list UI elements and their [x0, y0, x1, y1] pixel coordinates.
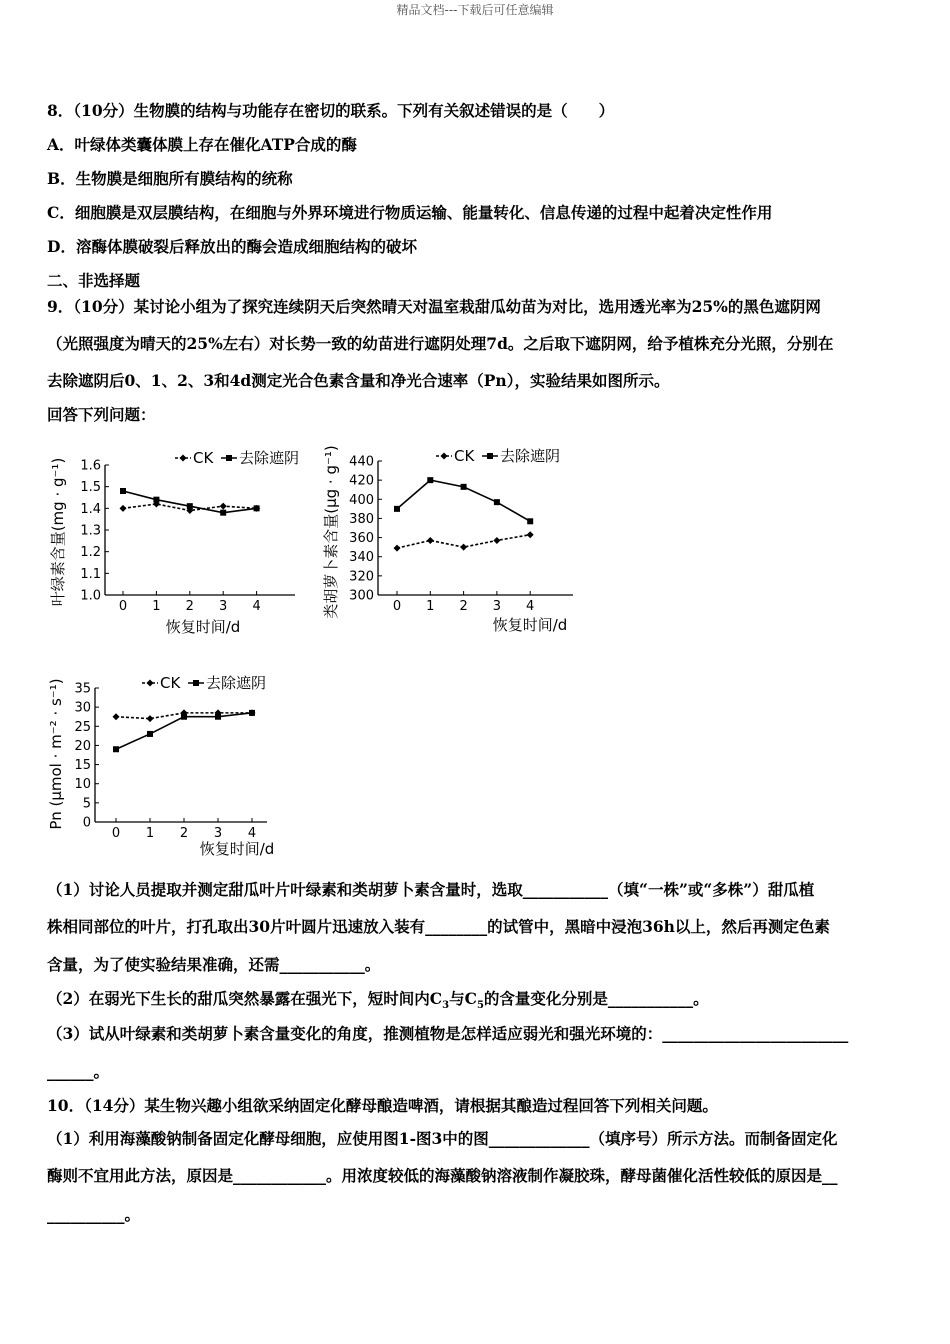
carotenoid-y-tick-label: 360 — [349, 531, 374, 547]
q9-part1-line2: 株相同部位的叶片，打孔取出30片叶圆片迅速放入装有________的试管中，黑暗中浸泡36h以上，然后再测定色素 — [47, 917, 830, 936]
carotenoid-legend-ck-label: CK — [454, 447, 475, 465]
pn-y-tick-label: 15 — [74, 758, 91, 774]
pn-shade-removed-point — [113, 746, 119, 752]
page-header: 精品文档---下载后可任意编辑 — [396, 3, 554, 17]
chlorophyll-x-tick-label: 4 — [252, 599, 261, 614]
q9-stem-line1: 9．（10分）某讨论小组为了探究连续阴天后突然晴天对温室栽甜瓜幼苗为对比，选用透光率为25%的黑色遮阴网 — [47, 297, 821, 316]
carotenoid-ck-point — [427, 537, 434, 544]
pn-y-tick-label: 35 — [74, 681, 91, 697]
pn-legend-shade-marker — [193, 680, 199, 686]
pn-legend-ck-label: CK — [160, 674, 181, 692]
q9-stem-line3: 去除遮阴后0、1、2、3和4d测定光合色素含量和净光合速率（Pn），实验结果如图所示。 — [47, 371, 670, 390]
pn-ck-point — [113, 713, 120, 720]
chlorophyll-shade-removed-point — [187, 503, 193, 509]
chart-carotenoid — [318, 432, 583, 642]
pn-y-tick-label: 25 — [74, 719, 91, 735]
pn-y-tick-label: 30 — [74, 700, 91, 716]
pn-y-tick-label: 5 — [82, 796, 91, 812]
chlorophyll-ck-point — [120, 505, 127, 512]
carotenoid-y-tick-label: 400 — [349, 492, 374, 508]
chart-carotenoid-plot — [349, 447, 573, 614]
chlorophyll-y-tick-label: 1.0 — [80, 588, 101, 604]
pn-shade-removed-point — [147, 731, 153, 737]
q9-prompt: 回答下列问题： — [47, 405, 156, 424]
q8-stem: 8．（10分）生物膜的结构与功能存在密切的联系。下列有关叙述错误的是（ ） — [47, 101, 615, 120]
chart-chlorophyll-ylabel: 叶绿素含量(mg · g⁻¹) — [49, 457, 67, 607]
carotenoid-ck-point — [493, 537, 500, 544]
chlorophyll-shade-removed-point — [220, 510, 226, 516]
carotenoid-x-tick-label: 0 — [392, 599, 402, 614]
carotenoid-shade-removed-point — [527, 518, 533, 524]
q9-part1-line3: 含量，为了使实验结果准确，还需___________。 — [47, 955, 381, 974]
chlorophyll-y-tick-label: 1.3 — [80, 523, 101, 539]
chlorophyll-legend-shade-label: 去除遮阴 — [239, 449, 300, 467]
carotenoid-ck-point — [460, 544, 467, 551]
q9-part3-line1: （3）试从叶绿素和类胡萝卜素含量变化的角度，推测植物是怎样适应弱光和强光环境的：________________________ — [47, 1024, 849, 1043]
chart-carotenoid-ylabel: 类胡萝卜素含量(μg · g⁻¹) — [322, 445, 340, 619]
chlorophyll-x-tick-label: 1 — [152, 599, 161, 614]
pn-legend-ck-marker — [147, 680, 154, 687]
carotenoid-y-tick-label: 420 — [349, 473, 374, 489]
pn-x-tick-label: 4 — [247, 826, 257, 841]
chlorophyll-shade-removed-point — [120, 488, 126, 494]
carotenoid-y-tick-label: 440 — [349, 454, 374, 470]
q10-part1-line3: __________。 — [47, 1205, 141, 1224]
carotenoid-shade-removed-point — [494, 499, 500, 505]
carotenoid-legend-shade-marker — [487, 453, 493, 459]
carotenoid-y-tick-label: 320 — [349, 569, 374, 585]
chart-carotenoid-xlabel: 恢复时间/d — [492, 616, 568, 634]
chart-chlorophyll-plot — [80, 449, 299, 614]
q9-part1-line1: （1）讨论人员提取并测定甜瓜叶片叶绿素和类胡萝卜素含量时，选取___________（填“一株”或“多株”）甜瓜植 — [47, 880, 815, 899]
pn-shade-removed-point — [181, 714, 187, 720]
q10-stem: 10．（14分）某生物兴趣小组欲采纳固定化酵母酿造啤酒，请根据其酿造过程回答下列相关问题。 — [47, 1096, 718, 1115]
chlorophyll-x-tick-label: 3 — [219, 599, 228, 614]
chlorophyll-y-tick-label: 1.6 — [80, 458, 101, 474]
carotenoid-shade-removed-point — [394, 506, 400, 512]
pn-shade-removed-point — [249, 710, 255, 716]
pn-x-tick-label: 2 — [179, 826, 189, 841]
chart-pn — [45, 668, 310, 868]
q9-part3-line2: ______。 — [47, 1062, 110, 1081]
q8-option-b: B．生物膜是细胞所有膜结构的统称 — [47, 169, 293, 188]
chlorophyll-y-tick-label: 1.4 — [80, 501, 101, 517]
chart-chlorophyll — [45, 432, 310, 642]
carotenoid-x-tick-label: 1 — [426, 599, 435, 614]
carotenoid-y-tick-label: 380 — [349, 511, 374, 527]
chlorophyll-shade-removed-point — [254, 505, 260, 511]
carotenoid-legend-ck-marker — [441, 453, 448, 460]
q10-part1-line2: 酶则不宜用此方法，原因是____________。用浓度较低的海藻酸钠溶液制作凝胶珠，酵母菌催化活性较低的原因是__ — [47, 1166, 838, 1185]
chlorophyll-x-tick-label: 0 — [118, 599, 128, 614]
section-heading: 二、非选择题 — [47, 271, 141, 290]
chlorophyll-x-tick-label: 2 — [185, 599, 194, 614]
carotenoid-x-tick-label: 2 — [459, 599, 468, 614]
carotenoid-x-tick-label: 4 — [526, 599, 535, 614]
pn-legend-shade-label: 去除遮阴 — [206, 674, 267, 692]
q8-option-d: D．溶酶体膜破裂后释放出的酶会造成细胞结构的破坏 — [47, 237, 417, 256]
chlorophyll-y-tick-label: 1.5 — [80, 480, 101, 496]
chlorophyll-legend-shade-marker — [226, 455, 232, 461]
q9-part2: （2）在弱光下生长的甜瓜突然暴露在强光下，短时间内$C_3$与$C_5$的含量变化分别是___________。 — [47, 989, 709, 1012]
pn-ck-point — [147, 715, 154, 722]
q8-option-a: A．叶绿体类囊体膜上存在催化ATP合成的酶 — [47, 135, 357, 154]
chlorophyll-y-tick-label: 1.2 — [80, 545, 101, 561]
pn-x-tick-label: 3 — [213, 826, 223, 841]
chlorophyll-legend-ck-marker — [180, 455, 187, 462]
q9-stem-line2: （光照强度为晴天的25%左右）对长势一致的幼苗进行遮阴处理7d。之后取下遮阴网，给予植株充分光照，分别在 — [47, 334, 834, 353]
carotenoid-x-tick-label: 3 — [492, 599, 502, 614]
pn-y-tick-label: 10 — [74, 777, 91, 793]
chlorophyll-legend-ck-label: CK — [193, 449, 214, 467]
carotenoid-legend-shade-label: 去除遮阴 — [500, 447, 561, 465]
q10-part1-line1: （1）利用海藻酸钠制备固定化酵母细胞，应使用图1-图3中的图_____________（填序号）所示方法。而制备固定化 — [47, 1129, 838, 1148]
chart-pn-plot — [74, 674, 267, 841]
pn-x-tick-label: 1 — [145, 826, 155, 841]
pn-y-tick-label: 20 — [74, 738, 91, 754]
chlorophyll-y-tick-label: 1.1 — [80, 566, 101, 582]
carotenoid-ck-point — [527, 531, 534, 538]
carotenoid-y-tick-label: 340 — [349, 550, 374, 566]
carotenoid-shade-removed-point — [427, 477, 433, 483]
carotenoid-ck-point — [394, 545, 401, 552]
chlorophyll-ck-point — [220, 503, 227, 510]
chlorophyll-shade-removed-point — [153, 497, 159, 503]
carotenoid-shade-removed-point — [461, 484, 467, 490]
carotenoid-y-tick-label: 300 — [349, 588, 374, 604]
chart-chlorophyll-xlabel: 恢复时间/d — [165, 618, 241, 636]
chart-pn-ylabel: Pn (μmol · m⁻² · s⁻¹) — [47, 678, 65, 830]
chart-pn-xlabel: 恢复时间/d — [199, 840, 275, 858]
pn-x-tick-label: 0 — [111, 826, 121, 841]
q8-option-c: C．细胞膜是双层膜结构，在细胞与外界环境进行物质运输、能量转化、信息传递的过程中起着决定性作用 — [47, 203, 773, 222]
pn-shade-removed-point — [215, 714, 221, 720]
pn-y-tick-label: 0 — [82, 815, 91, 831]
